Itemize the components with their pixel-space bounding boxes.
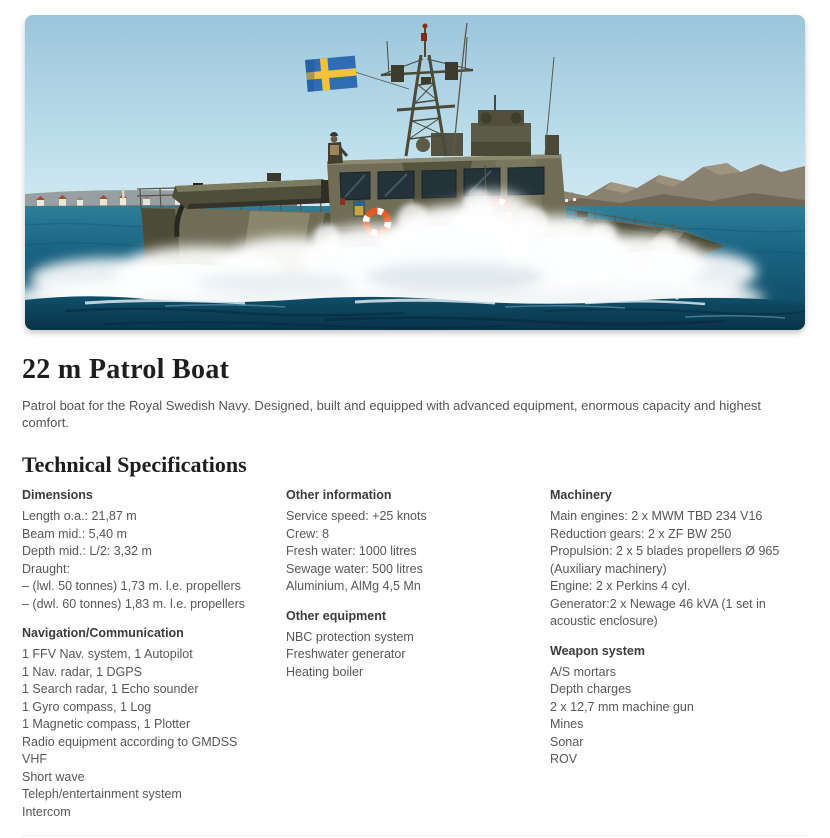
spec-item: Teleph/entertainment system (22, 787, 182, 801)
spec-item: Radio equipment according to GMDSS (22, 734, 238, 749)
spec-section (22, 487, 280, 613)
spec-item: Aluminium, AlMg 4,5 Mn (286, 579, 421, 593)
spec-column (22, 487, 280, 821)
spec-item: ROV (550, 752, 578, 766)
spec-section-heading: Navigation/Communication (22, 626, 184, 640)
hawse-hole (689, 237, 698, 242)
article-content (0, 354, 830, 838)
page (0, 15, 830, 838)
spec-list (286, 629, 544, 682)
spec-section-heading: Weapon system (550, 643, 645, 658)
spec-column (286, 487, 544, 821)
water-fleck (675, 296, 678, 299)
spec-item: Intercom (22, 804, 71, 819)
spec-item: Fresh water: 1000 litres (286, 544, 417, 558)
spec-item: Heating boiler (286, 664, 364, 679)
spec-item: VHF (22, 752, 47, 766)
spec-item: Length o.a.: 21,87 m (22, 509, 137, 523)
spec-section (286, 487, 544, 596)
spec-item: A/S mortars (550, 664, 616, 679)
page-title: 22 m Patrol Boat (22, 354, 230, 385)
spec-item: Service speed: +25 knots (286, 509, 427, 523)
spec-item: 2 x 12,7 mm machine gun (550, 699, 694, 714)
spec-item: Engine: 2 x Perkins 4 cyl. (550, 579, 691, 593)
spec-section (550, 643, 808, 769)
spec-section-heading: Dimensions (22, 488, 93, 502)
spec-item: Propulsion: 2 x 5 blades propellers Ø 965 (550, 544, 780, 558)
spec-section-heading: Other equipment (286, 608, 387, 623)
spec-item: 1 FFV Nav. system, 1 Autopilot (22, 647, 193, 661)
spec-item: 1 Magnetic compass, 1 Plotter (22, 717, 191, 731)
spec-item: Depth charges (550, 682, 632, 696)
patrol-boat-photo (25, 15, 805, 330)
spec-item: Main engines: 2 x MWM TBD 234 V16 (550, 509, 763, 523)
spec-list (22, 646, 280, 821)
spec-section-heading: Other information (286, 488, 392, 502)
spec-item: Generator:2 x Newage 46 kVA (1 set in acoustic enclosure) (550, 596, 766, 628)
spec-item: 1 Nav. radar, 1 DGPS (22, 664, 142, 679)
spec-item: Beam mid.: 5,40 m (22, 526, 127, 541)
spec-item: NBC protection system (286, 629, 414, 644)
spec-item: Mines (550, 717, 584, 731)
spec-item: – (dwl. 60 tonnes) 1,83 m. l.e. propellers (22, 596, 246, 611)
spec-section (22, 625, 280, 821)
spec-section (286, 608, 544, 682)
spec-item: 1 Gyro compass, 1 Log (22, 699, 152, 714)
spec-item: – (lwl. 50 tonnes) 1,73 m. l.e. propellers (22, 579, 241, 593)
spec-item: Reduction gears: 2 x ZF BW 250 (550, 526, 732, 541)
spec-list (22, 508, 280, 613)
mast-light (421, 33, 427, 41)
spec-item: Sewage water: 500 litres (286, 561, 423, 576)
spec-columns (22, 487, 808, 821)
spec-item: Depth mid.: L/2: 3,32 m (22, 544, 152, 558)
hero-photo (25, 15, 805, 330)
spec-item: Freshwater generator (286, 647, 406, 661)
spec-item: Short wave (22, 769, 85, 784)
spec-column (550, 487, 808, 821)
spec-item: Sonar (550, 734, 584, 749)
spec-section (550, 487, 808, 631)
spec-list (550, 508, 808, 631)
swedish-flag-icon (305, 56, 358, 92)
specs-heading: Technical Specifications (22, 452, 247, 477)
spec-item: 1 Search radar, 1 Echo sounder (22, 682, 199, 696)
spec-list (550, 664, 808, 769)
spec-item: Draught: (22, 561, 70, 576)
page-description: Patrol boat for the Royal Swedish Navy. Designed, built and equipped with advanced equipment, enormous capacity and highest comfort. (22, 398, 762, 430)
spec-item: (Auxiliary machinery) (550, 561, 667, 576)
spec-section-heading: Machinery (550, 488, 612, 502)
foreground-water (25, 296, 805, 330)
spec-list (286, 508, 544, 596)
spec-item: Crew: 8 (286, 526, 330, 541)
